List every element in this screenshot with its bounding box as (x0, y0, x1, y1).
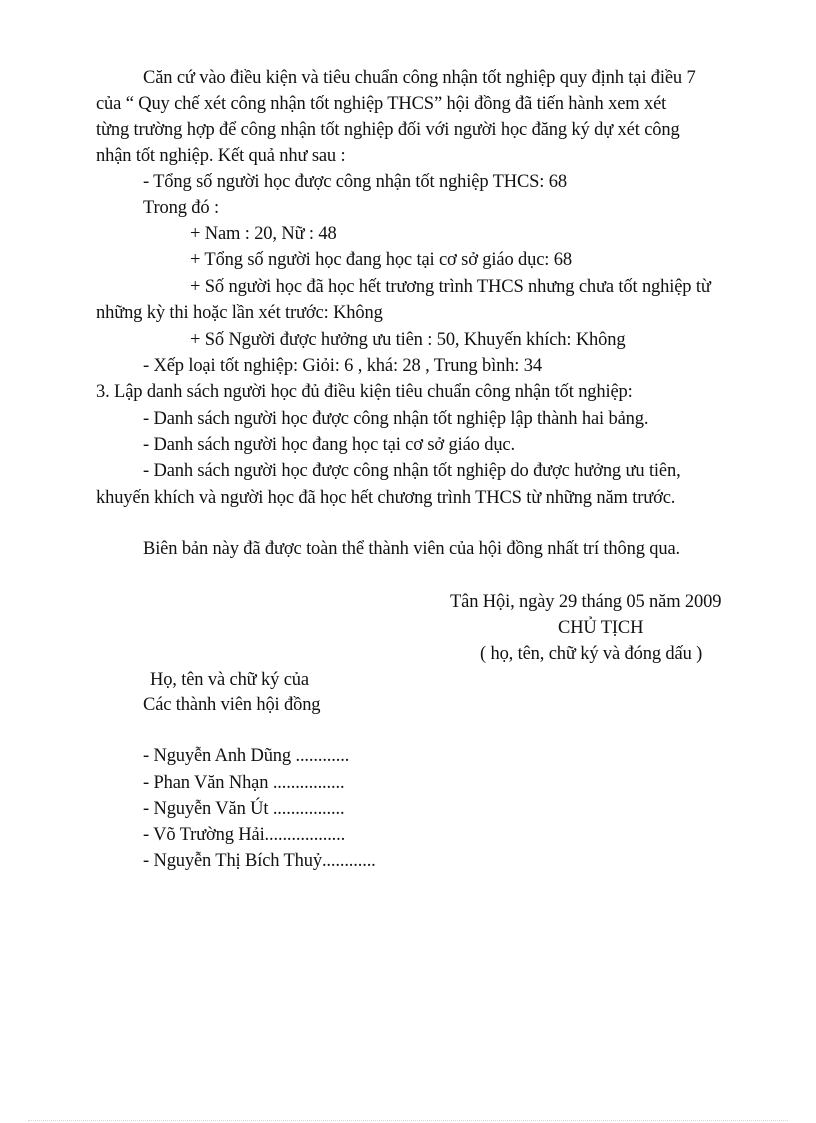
section-3-heading: 3. Lập danh sách người học đủ điều kiện tiêu chuẩn công nhận tốt nghiệp: (96, 382, 633, 402)
list-item-ds1: - Danh sách người học được công nhận tốt nghiệp lập thành hai bảng. (143, 409, 649, 429)
list-item-ds3-line1: - Danh sách người học được công nhận tốt nghiệp do được hưởng ưu tiên, (143, 461, 681, 481)
member-item: - Võ Trường Hải.................. (143, 825, 346, 845)
para1-line3: từng trường hợp để công nhận tốt nghiệp đối với người học đăng ký dự xét công (96, 120, 680, 140)
member-item: - Phan Văn Nhạn ................ (143, 773, 345, 793)
page-bottom-divider (28, 1120, 788, 1121)
classification: - Xếp loại tốt nghiệp: Giỏi: 6 , khá: 28 , Trung bình: 34 (143, 356, 542, 376)
chair-title: CHỦ TỊCH (558, 618, 644, 638)
total-graduates: - Tổng số người học được công nhận tốt nghiệp THCS: 68 (143, 172, 567, 192)
chair-note: ( họ, tên, chữ ký và đóng dấu ) (480, 644, 703, 664)
member-item: - Nguyễn Anh Dũng ............ (143, 746, 350, 766)
currently-studying-count: + Tổng số người học đang học tại cơ sở giáo dục: 68 (190, 250, 572, 270)
members-heading-line1: Họ, tên và chữ ký của (150, 670, 309, 690)
trong-do-label: Trong đó : (143, 198, 219, 218)
member-item: - Nguyễn Thị Bích Thuỷ............ (143, 851, 376, 871)
list-item-ds3-line2: khuyến khích và người học đã học hết chương trình THCS từ những năm trước. (96, 488, 676, 508)
place-date: Tân Hội, ngày 29 tháng 05 năm 2009 (450, 592, 722, 612)
previous-students-line2: những kỳ thi hoặc lần xét trước: Không (96, 303, 383, 323)
priority-count: + Số Người được hưởng ưu tiên : 50, Khuyến khích: Không (190, 330, 626, 350)
members-heading-line2: Các thành viên hội đồng (143, 695, 321, 715)
para1-line1: Căn cứ vào điều kiện và tiêu chuẩn công nhận tốt nghiệp quy định tại điều 7 (143, 68, 696, 88)
list-item-ds2: - Danh sách người học đang học tại cơ sở giáo dục. (143, 435, 515, 455)
conclusion: Biên bản này đã được toàn thể thành viên của hội đồng nhất trí thông qua. (143, 539, 681, 559)
para1-line4: nhận tốt nghiệp. Kết quả như sau : (96, 146, 346, 166)
member-item: - Nguyễn Văn Út ................ (143, 799, 345, 819)
male-female-count: + Nam : 20, Nữ : 48 (190, 224, 337, 244)
para1-line2: của “ Quy chế xét công nhận tốt nghiệp THCS” hội đồng đã tiến hành xem xét (96, 94, 667, 114)
previous-students-line1: + Số người học đã học hết trương trình THCS nhưng chưa tốt nghiệp từ (190, 277, 711, 297)
